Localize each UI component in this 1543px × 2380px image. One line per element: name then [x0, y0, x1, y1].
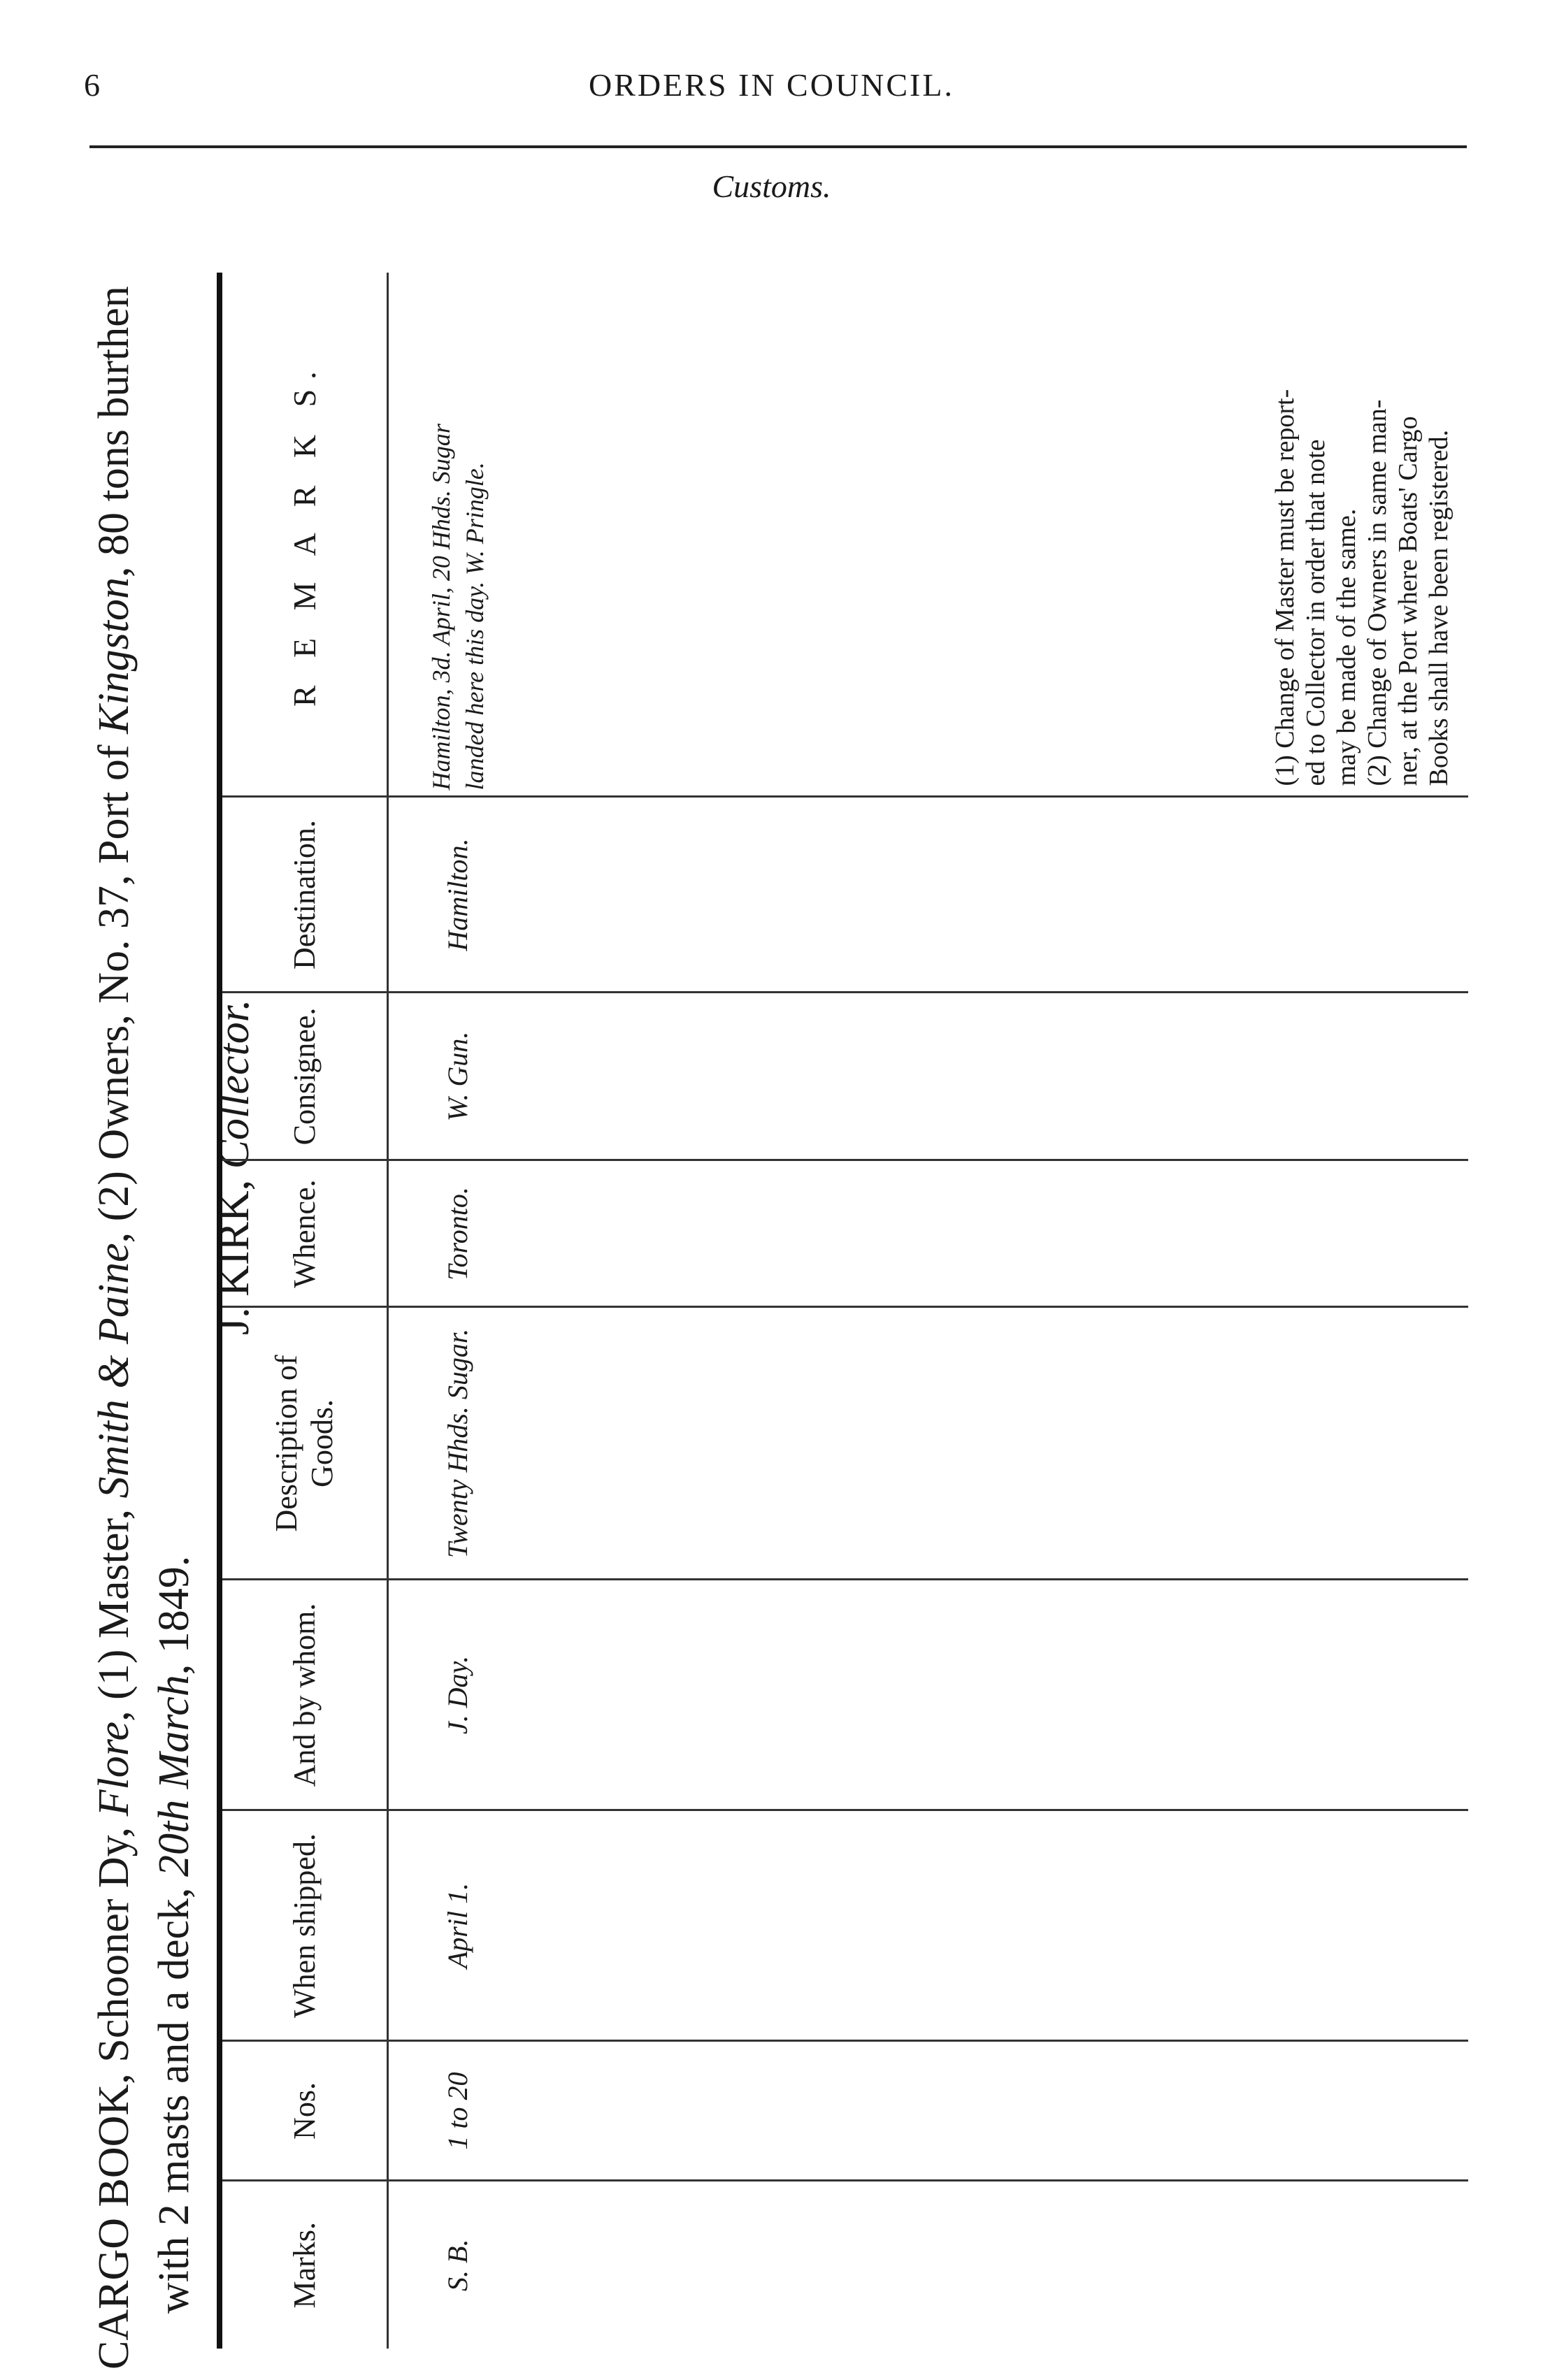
cell-when-shipped: April 1. — [387, 1810, 527, 2041]
caption-text: with 2 masts and a deck, — [150, 1876, 198, 2314]
page-number: 6 — [84, 67, 100, 103]
caption-text: , (2) Owners, No. 37, Port of — [90, 733, 138, 1243]
cell-nos: 1 to 20 — [387, 2041, 527, 2181]
running-title: ORDERS IN COUNCIL. — [589, 67, 954, 103]
note-line: ner, at the Port where Boats' Cargo — [1393, 416, 1423, 786]
blank-cell — [527, 2041, 1468, 2181]
cell-remarks — [387, 273, 527, 797]
note-line: may be made of the same. — [1332, 508, 1361, 786]
col-header-description: Description of Goods. — [220, 1307, 387, 1580]
caption-line-1 — [84, 273, 144, 2370]
caption-text: , (1) Master, — [90, 1498, 138, 1722]
blank-cell — [527, 797, 1468, 993]
col-header-consignee: Consignee. — [220, 993, 387, 1160]
col-header-nos: Nos. — [220, 2041, 387, 2181]
caption-text: , 1849. — [150, 1555, 198, 1675]
col-header-marks: Marks. — [220, 2181, 387, 2349]
note-line: Books shall have been registered. — [1424, 429, 1454, 786]
remarks-line: Hamilton, 3d. April, 20 Hhds. Sugar — [426, 424, 455, 791]
caption-line-2 — [144, 273, 204, 2370]
collector-title: Collector. — [210, 999, 258, 1169]
section-label: Customs. — [712, 168, 831, 204]
caption-text: CARGO BOOK, Schooner Dy, — [90, 1816, 138, 2370]
vessel-name: Flore — [90, 1721, 138, 1817]
blank-cell — [527, 1160, 1468, 1307]
cargo-book-table — [217, 273, 1468, 2349]
remarks-notes — [527, 273, 1468, 797]
cell-by-whom: J. Day. — [387, 1580, 527, 1810]
cell-description: Twenty Hhds. Sugar. — [387, 1307, 527, 1580]
cell-destination: Hamilton. — [387, 797, 527, 993]
blank-rows — [527, 273, 1468, 2349]
remarks-line: landed here this day. W. Pringle. — [460, 462, 489, 791]
cell-marks: S. B. — [442, 2239, 474, 2291]
table-row — [387, 273, 527, 2349]
header-row — [220, 273, 387, 2349]
port-name: Kingston — [90, 577, 138, 734]
col-header-by-whom: And by whom. — [220, 1580, 387, 1810]
caption-date: 20th March — [150, 1675, 198, 1877]
rotated-table-block — [0, 252, 1468, 2377]
blank-cell — [527, 2181, 1468, 2349]
master-name: Smith & Paine — [90, 1243, 138, 1499]
col-header-remarks: R E M A R K S. — [220, 273, 387, 797]
note-line: (1) Change of Master must be report- — [1270, 389, 1300, 786]
note-line: ed to Collector in order that note — [1301, 439, 1330, 786]
header-rule — [89, 145, 1467, 148]
col-header-when-shipped: When shipped. — [220, 1810, 387, 2041]
collector-name: J. KIRK — [210, 1190, 258, 1335]
blank-cell — [527, 1580, 1468, 1810]
blank-cell — [527, 993, 1468, 1160]
blank-cell — [527, 1307, 1468, 1580]
blank-cell — [527, 1810, 1468, 2041]
collector-signature: J. KIRK, Collector. — [210, 999, 258, 1335]
cell-whence: Toronto. — [387, 1160, 527, 1307]
caption-text: , 80 tons burthen — [90, 286, 138, 577]
col-header-whence: Whence. — [220, 1160, 387, 1307]
note-line: (2) Change of Owners in same man- — [1363, 399, 1392, 786]
col-header-destination: Destination. — [220, 797, 387, 993]
cell-consignee: W. Gun. — [387, 993, 527, 1160]
